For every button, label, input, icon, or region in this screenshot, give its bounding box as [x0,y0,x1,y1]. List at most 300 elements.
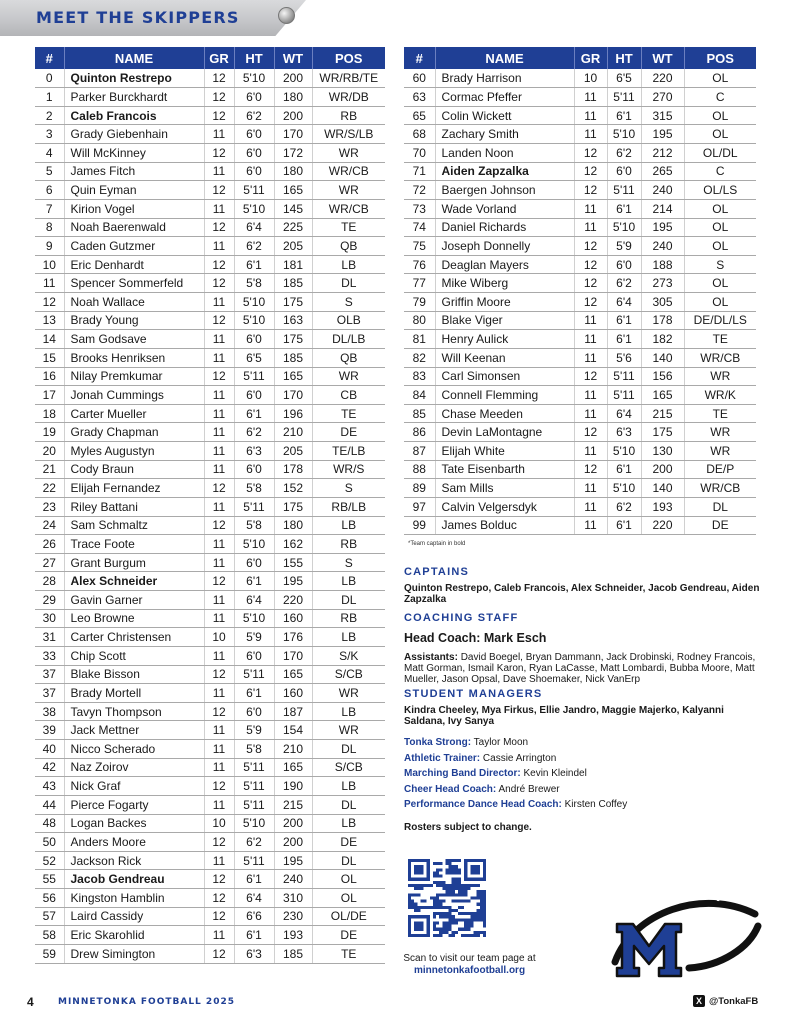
player-weight: 181 [274,255,312,274]
player-position: OL [684,274,756,293]
player-position: QB [312,348,385,367]
player-name: James Fitch [64,162,204,181]
player-name: Kirion Vogel [64,199,204,218]
player-position: LB [312,814,385,833]
player-position: OL [684,106,756,125]
player-number: 79 [404,293,435,312]
social-handle[interactable]: @TonkaFB [709,996,759,1007]
table-row [404,460,756,479]
player-name: Myles Augustyn [64,442,204,461]
player-height: 6'1 [607,199,641,218]
player-grade: 12 [204,702,234,721]
player-height: 5'10 [234,535,274,554]
table-row [35,777,385,796]
staff-row [404,797,627,813]
player-position: OL [312,870,385,889]
player-position: S/CB [312,758,385,777]
player-grade: 12 [204,516,234,535]
player-weight: 225 [274,218,312,237]
player-position: DL [312,591,385,610]
player-number: 71 [404,162,435,181]
player-number: 60 [404,69,435,88]
player-position: WR [312,684,385,703]
player-grade: 12 [204,218,234,237]
player-grade: 12 [574,274,607,293]
bolt-icon [278,7,295,24]
staff-label: Performance Dance Head Coach: [404,799,562,810]
player-weight: 182 [641,330,684,349]
player-weight: 195 [274,851,312,870]
player-weight: 140 [641,348,684,367]
player-number: 2 [35,106,64,125]
table-row [35,646,385,665]
player-name: Tate Eisenbarth [435,460,574,479]
player-weight: 178 [274,460,312,479]
player-name: Anders Moore [64,833,204,852]
assistants [404,652,764,685]
player-position: OL/DE [312,907,385,926]
table-row [35,851,385,870]
player-name: Jackson Rick [64,851,204,870]
table-row [35,88,385,107]
player-number: 6 [35,181,64,200]
player-weight: 200 [641,460,684,479]
player-grade: 12 [204,106,234,125]
player-position: WR [312,144,385,163]
player-position: RB [312,535,385,554]
player-position: OLB [312,311,385,330]
player-height: 6'4 [234,218,274,237]
player-weight: 305 [641,293,684,312]
staff-label: Marching Band Director: [404,768,521,779]
player-name: Wade Vorland [435,199,574,218]
staff-name: Taylor Moon [473,737,529,748]
player-number: 70 [404,144,435,163]
table-row [35,460,385,479]
player-weight: 193 [641,497,684,516]
player-weight: 165 [274,367,312,386]
player-weight: 180 [274,516,312,535]
table-row [404,162,756,181]
footer-title: MINNETONKA FOOTBALL 2025 [58,997,235,1007]
player-height: 6'0 [234,702,274,721]
player-number: 29 [35,591,64,610]
player-name: Aiden Zapzalka [435,162,574,181]
col-header-weight: WT [274,47,312,69]
player-height: 6'4 [234,889,274,908]
table-row [35,665,385,684]
player-height: 5'6 [607,348,641,367]
player-name: Brady Young [64,311,204,330]
table-row [404,181,756,200]
player-weight: 175 [274,330,312,349]
player-number: 21 [35,460,64,479]
staff-label: Tonka Strong: [404,737,472,748]
table-row [404,125,756,144]
table-row [404,516,756,535]
table-row [404,69,756,88]
table-row [404,386,756,405]
player-name: Elijah White [435,442,574,461]
player-position: WR/CB [312,162,385,181]
player-position: WR/RB/TE [312,69,385,88]
player-name: Naz Zoirov [64,758,204,777]
player-height: 5'8 [234,516,274,535]
player-name: Parker Burckhardt [64,88,204,107]
player-name: Kingston Hamblin [64,889,204,908]
player-number: 7 [35,199,64,218]
player-grade: 10 [574,69,607,88]
player-weight: 240 [641,181,684,200]
table-row [35,758,385,777]
player-weight: 215 [274,795,312,814]
player-grade: 11 [574,199,607,218]
player-position: C [684,162,756,181]
player-height: 6'5 [607,69,641,88]
staff-row [404,766,627,782]
player-position: S/CB [312,665,385,684]
table-row [404,404,756,423]
player-name: Riley Battani [64,497,204,516]
player-number: 0 [35,69,64,88]
player-name: Devin LaMontagne [435,423,574,442]
player-position: DL [312,274,385,293]
player-height: 6'2 [234,423,274,442]
qr-caption [401,953,538,977]
player-weight: 154 [274,721,312,740]
player-number: 73 [404,199,435,218]
player-height: 5'10 [234,69,274,88]
player-number: 99 [404,516,435,535]
player-weight: 200 [274,833,312,852]
player-grade: 10 [204,814,234,833]
player-name: Jacob Gendreau [64,870,204,889]
table-row [35,814,385,833]
player-name: Leo Browne [64,609,204,628]
table-row [35,609,385,628]
table-row [35,702,385,721]
player-position: RB [312,106,385,125]
player-number: 37 [35,665,64,684]
player-number: 24 [35,516,64,535]
table-row [404,293,756,312]
player-number: 75 [404,237,435,256]
player-height: 5'9 [234,628,274,647]
col-header-number: # [404,47,435,69]
player-grade: 12 [204,833,234,852]
table-row [404,218,756,237]
player-name: Caden Gutzmer [64,237,204,256]
player-name: Griffin Moore [435,293,574,312]
player-height: 6'1 [607,460,641,479]
player-name: Pierce Fogarty [64,795,204,814]
player-weight: 156 [641,367,684,386]
player-grade: 11 [204,926,234,945]
player-position: S [312,479,385,498]
table-row [35,69,385,88]
player-height: 6'0 [234,330,274,349]
player-height: 6'0 [234,88,274,107]
table-row [35,125,385,144]
player-weight: 170 [274,646,312,665]
team-website-link[interactable]: minnetonkafootball.org [413,965,526,976]
staff-row [404,782,627,798]
player-number: 3 [35,125,64,144]
player-number: 82 [404,348,435,367]
roster-table-left [35,47,385,964]
player-position: OL [684,125,756,144]
player-name: Sam Mills [435,479,574,498]
player-number: 19 [35,423,64,442]
captains-section [404,566,764,605]
col-header-name: NAME [64,47,204,69]
player-position: OL [684,199,756,218]
player-weight: 185 [274,274,312,293]
player-name: Jonah Cummings [64,386,204,405]
player-weight: 172 [274,144,312,163]
player-name: Alex Schneider [64,572,204,591]
player-height: 5'10 [234,814,274,833]
player-name: Mike Wiberg [435,274,574,293]
player-name: Spencer Sommerfeld [64,274,204,293]
player-position: WR [312,367,385,386]
player-name: Grant Burgum [64,553,204,572]
table-row [35,721,385,740]
player-grade: 11 [574,348,607,367]
player-height: 6'2 [234,833,274,852]
player-height: 6'0 [607,255,641,274]
player-number: 50 [35,833,64,852]
player-grade: 12 [204,255,234,274]
player-grade: 11 [204,442,234,461]
col-header-number: # [35,47,64,69]
player-weight: 170 [274,125,312,144]
player-name: Calvin Velgersdyk [435,497,574,516]
player-grade: 12 [574,423,607,442]
player-height: 6'1 [607,106,641,125]
player-position: TE/LB [312,442,385,461]
player-number: 26 [35,535,64,554]
staff-label: Athletic Trainer: [404,752,481,764]
table-row [35,293,385,312]
player-weight: 162 [274,535,312,554]
player-number: 85 [404,404,435,423]
player-weight: 185 [274,944,312,963]
player-grade: 10 [204,628,234,647]
player-grade: 12 [574,181,607,200]
table-row [35,870,385,889]
player-position: DE/P [684,460,756,479]
player-weight: 265 [641,162,684,181]
table-row [404,348,756,367]
player-height: 5'10 [234,199,274,218]
col-header-weight: WT [641,47,684,69]
player-number: 37 [35,684,64,703]
player-position: TE [312,218,385,237]
captains-heading: CAPTAINS [404,566,470,578]
player-number: 20 [35,442,64,461]
player-position: DL [312,740,385,759]
managers-heading: STUDENT MANAGERS [404,688,543,700]
player-height: 5'11 [234,181,274,200]
player-number: 74 [404,218,435,237]
player-grade: 11 [574,442,607,461]
player-grade: 11 [204,423,234,442]
player-position: WR [312,721,385,740]
player-name: Brady Harrison [435,69,574,88]
player-position: DL [312,851,385,870]
player-height: 6'1 [607,330,641,349]
player-height: 5'8 [234,740,274,759]
player-position: TE [684,404,756,423]
table-row [35,404,385,423]
player-height: 6'5 [234,348,274,367]
player-height: 6'0 [607,162,641,181]
player-number: 72 [404,181,435,200]
player-weight: 210 [274,740,312,759]
player-number: 13 [35,311,64,330]
player-grade: 12 [204,479,234,498]
player-name: Quin Eyman [64,181,204,200]
player-weight: 180 [274,88,312,107]
player-name: Eric Denhardt [64,255,204,274]
player-number: 58 [35,926,64,945]
player-name: Carter Mueller [64,404,204,423]
player-number: 43 [35,777,64,796]
player-height: 6'3 [234,442,274,461]
player-height: 5'8 [234,274,274,293]
player-position: C [684,88,756,107]
table-row [35,572,385,591]
table-row [35,535,385,554]
player-grade: 11 [574,479,607,498]
player-height: 6'1 [234,572,274,591]
player-height: 5'11 [607,367,641,386]
player-grade: 11 [574,330,607,349]
player-height: 5'11 [234,497,274,516]
player-weight: 215 [641,404,684,423]
player-position: TE [312,404,385,423]
player-position: S [312,553,385,572]
player-height: 6'2 [607,144,641,163]
player-number: 14 [35,330,64,349]
player-position: DE [312,423,385,442]
player-position: WR/DB [312,88,385,107]
player-number: 65 [404,106,435,125]
player-grade: 12 [204,69,234,88]
player-height: 6'3 [607,423,641,442]
player-weight: 178 [641,311,684,330]
player-grade: 11 [204,404,234,423]
player-number: 84 [404,386,435,405]
player-grade: 11 [204,237,234,256]
table-row [35,311,385,330]
player-height: 6'2 [607,274,641,293]
table-row [35,144,385,163]
table-row [404,367,756,386]
player-height: 5'11 [607,181,641,200]
roster-table-right [404,47,756,535]
coaching-section [404,612,764,685]
player-weight: 165 [274,758,312,777]
player-grade: 12 [204,181,234,200]
player-grade: 11 [204,535,234,554]
player-position: WR [684,423,756,442]
player-grade: 11 [204,162,234,181]
player-weight: 176 [274,628,312,647]
qr-code-icon[interactable] [408,859,486,937]
player-name: Chip Scott [64,646,204,665]
player-weight: 212 [641,144,684,163]
player-grade: 12 [574,144,607,163]
player-height: 6'1 [234,404,274,423]
player-height: 6'1 [234,870,274,889]
table-row [404,442,756,461]
player-height: 5'10 [607,218,641,237]
player-number: 9 [35,237,64,256]
player-name: Nicco Scherado [64,740,204,759]
player-position: QB [312,237,385,256]
player-number: 10 [35,255,64,274]
player-number: 81 [404,330,435,349]
player-weight: 185 [274,348,312,367]
table-row [35,833,385,852]
player-number: 4 [35,144,64,163]
table-row [35,348,385,367]
player-weight: 220 [274,591,312,610]
player-weight: 205 [274,237,312,256]
player-number: 89 [404,479,435,498]
player-grade: 11 [574,218,607,237]
player-weight: 200 [274,69,312,88]
managers-list: Kindra Cheeley, Mya Firkus, Ellie Jandro, Maggie Majerko, Kalyanni Saldana, Ivy Sanya [404,705,724,727]
player-grade: 11 [204,199,234,218]
captains-list: Quinton Restrepo, Caleb Francois, Alex Schneider, Jacob Gendreau, Aiden Zapzalka [404,583,760,605]
player-height: 5'11 [234,367,274,386]
col-header-position: POS [684,47,756,69]
player-grade: 11 [204,386,234,405]
player-grade: 11 [574,88,607,107]
staff-label: Cheer Head Coach: [404,783,497,795]
player-name: Elijah Fernandez [64,479,204,498]
player-weight: 193 [274,926,312,945]
player-name: Baergen Johnson [435,181,574,200]
table-row [35,591,385,610]
player-name: Carter Christensen [64,628,204,647]
player-weight: 163 [274,311,312,330]
table-row [35,199,385,218]
player-position: CB [312,386,385,405]
table-row [404,330,756,349]
player-grade: 11 [204,740,234,759]
player-name: Trace Foote [64,535,204,554]
player-height: 6'0 [234,125,274,144]
player-height: 5'10 [607,479,641,498]
managers-section [404,688,764,727]
player-number: 5 [35,162,64,181]
player-height: 5'10 [234,609,274,628]
player-grade: 12 [204,274,234,293]
player-grade: 11 [204,293,234,312]
staff-row [404,751,627,767]
table-row [35,237,385,256]
table-row [35,162,385,181]
player-number: 27 [35,553,64,572]
player-weight: 140 [641,479,684,498]
player-grade: 11 [204,721,234,740]
player-name: Blake Viger [435,311,574,330]
player-grade: 12 [574,460,607,479]
